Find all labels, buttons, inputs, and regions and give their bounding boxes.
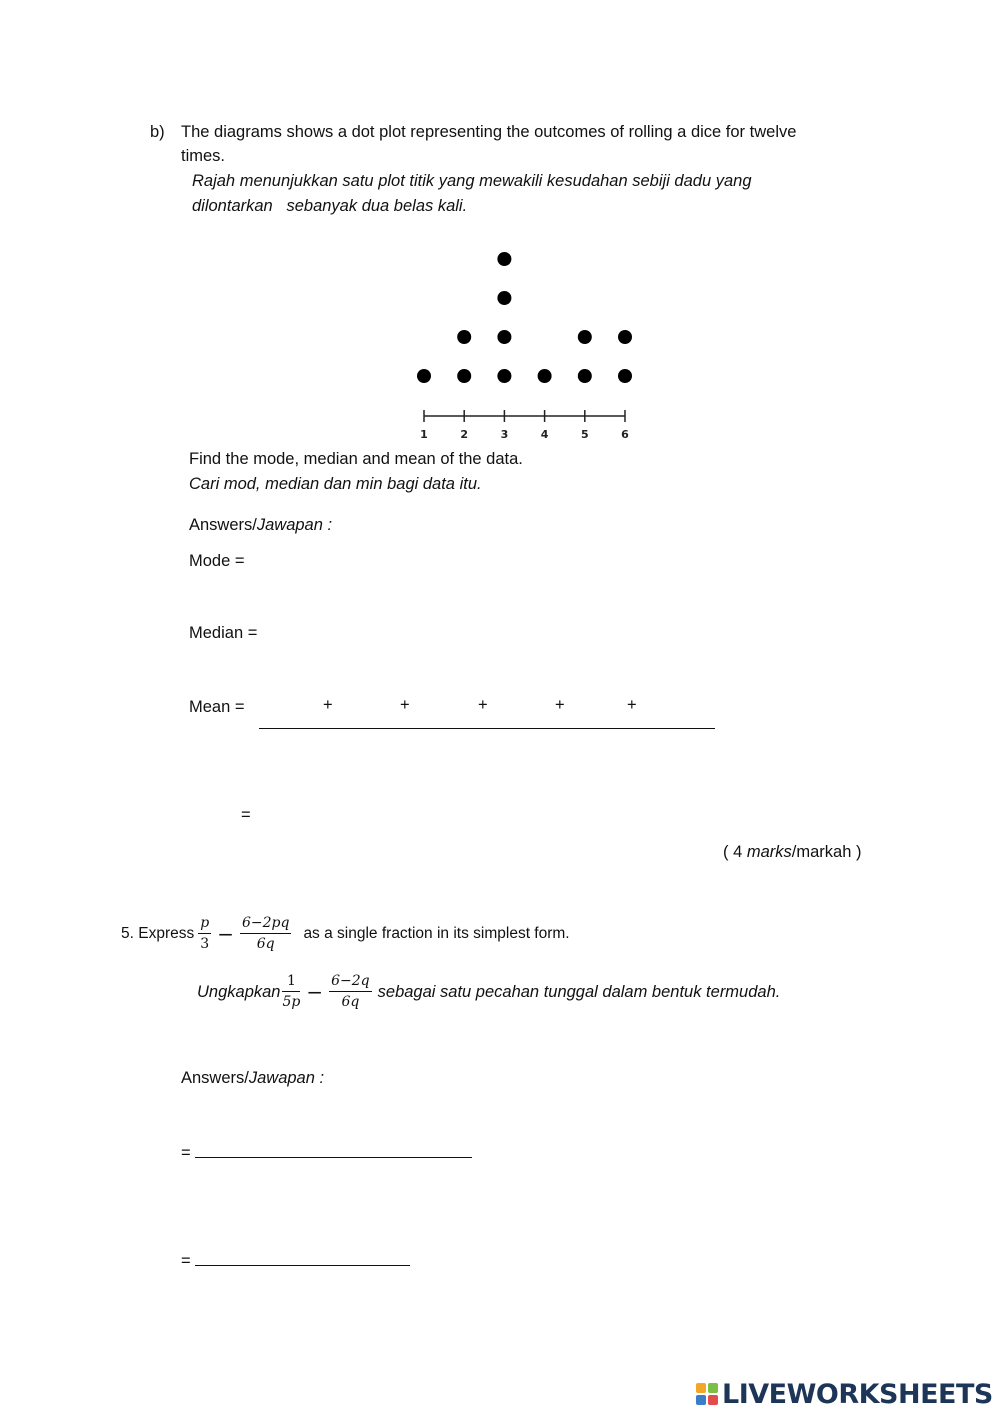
equals-sign: = (181, 1252, 191, 1270)
question-5-number: 5. Express (121, 925, 195, 942)
marks-open: ( 4 (723, 843, 747, 861)
data-dot-3 (497, 252, 511, 266)
plus-sign: + (478, 696, 488, 714)
answers-label-en: Answers/ (189, 516, 257, 534)
minus-sign: − (306, 980, 324, 1004)
find-instruction-malay: Cari mod, median dan min bagi data itu. (189, 475, 482, 493)
find-instruction: Find the mode, median and mean of the data. (189, 450, 523, 468)
answer-blank-2[interactable] (195, 1249, 410, 1266)
marks-close: /markah ) (791, 843, 862, 861)
data-dot-5 (578, 369, 592, 383)
question-5 (121, 911, 570, 957)
data-dot-2 (457, 330, 471, 344)
answer-line-2[interactable] (181, 1249, 410, 1271)
part-label: b) (150, 123, 165, 141)
q5-answers-heading (181, 1068, 324, 1088)
tick-label-4: 4 (540, 428, 549, 441)
marks-label (723, 842, 861, 862)
fraction-p-over-3 (198, 915, 211, 953)
fraction-numerator: p (198, 915, 211, 934)
liveworksheets-wordmark: LIVEWORKSHEETS (722, 1378, 993, 1410)
liveworksheets-logo (696, 1378, 993, 1410)
data-dot-6 (618, 330, 632, 344)
data-dot-5 (578, 330, 592, 344)
fraction-6-2q-over-6q (329, 973, 372, 1011)
equals-sign: = (181, 1144, 191, 1162)
logo-square (708, 1395, 718, 1405)
mode-label: Mode = (189, 552, 245, 570)
answer-blank-1[interactable] (195, 1141, 472, 1158)
tick-label-5: 5 (580, 428, 589, 441)
fraction-denominator: 5p (282, 994, 301, 1010)
fraction-denominator: 6q (256, 936, 275, 952)
fraction-1-over-5p (282, 973, 300, 1011)
fraction-numerator: 6−2pq (240, 915, 291, 934)
tick-label-2: 2 (460, 428, 469, 441)
answers-heading (189, 515, 332, 535)
tick-label-3: 3 (500, 428, 509, 441)
median-label: Median = (189, 624, 258, 642)
question-line-2: times. (181, 147, 226, 165)
plus-sign: + (555, 696, 565, 714)
question-5-tail: as a single fraction in its simplest form. (303, 925, 570, 942)
data-dot-6 (618, 369, 632, 383)
question-line-1: The diagrams shows a dot plot representing the outcomes of rolling a dice for twelve (181, 123, 797, 141)
data-dot-1 (417, 369, 431, 383)
fraction-denominator: 6q (341, 994, 360, 1010)
dot-plot (400, 240, 660, 445)
answers-label-ms: Jawapan : (256, 516, 333, 534)
logo-square (708, 1383, 718, 1393)
tick-label-1: 1 (420, 428, 428, 441)
fraction-numerator: 1 (282, 973, 300, 992)
mean-fraction-line (259, 728, 715, 729)
mean-label: Mean = (189, 698, 245, 716)
marks-italic: marks (746, 843, 792, 861)
minus-sign: − (217, 922, 234, 946)
fraction-numerator: 6−2q (329, 973, 372, 992)
plus-sign: + (323, 696, 333, 714)
plus-sign: + (627, 696, 637, 714)
logo-square (696, 1395, 706, 1405)
data-dot-3 (497, 369, 511, 383)
logo-square (696, 1383, 706, 1393)
fraction-denominator: 3 (200, 936, 210, 952)
mean-equals: = (241, 806, 251, 824)
answer-line-1[interactable] (181, 1141, 472, 1163)
answers-label-ms: Jawapan : (248, 1069, 325, 1087)
malay-prefix: Ungkapkan (197, 983, 281, 1001)
liveworksheets-icon (696, 1383, 718, 1405)
malay-line-1: Rajah menunjukkan satu plot titik yang mewakili kesudahan sebiji dadu yang (192, 172, 752, 190)
data-dot-3 (497, 330, 511, 344)
fraction-6-2pq-over-6q (240, 915, 291, 953)
plus-sign: + (400, 696, 410, 714)
answers-label-en: Answers/ (181, 1069, 249, 1087)
tick-label-6: 6 (621, 428, 629, 441)
data-dot-4 (538, 369, 552, 383)
data-dot-2 (457, 369, 471, 383)
malay-tail: sebagai satu pecahan tunggal dalam bentuk termudah. (377, 983, 781, 1001)
question-5-malay (197, 969, 780, 1015)
malay-line-2: dilontarkan sebanyak dua belas kali. (192, 197, 468, 215)
data-dot-3 (497, 291, 511, 305)
